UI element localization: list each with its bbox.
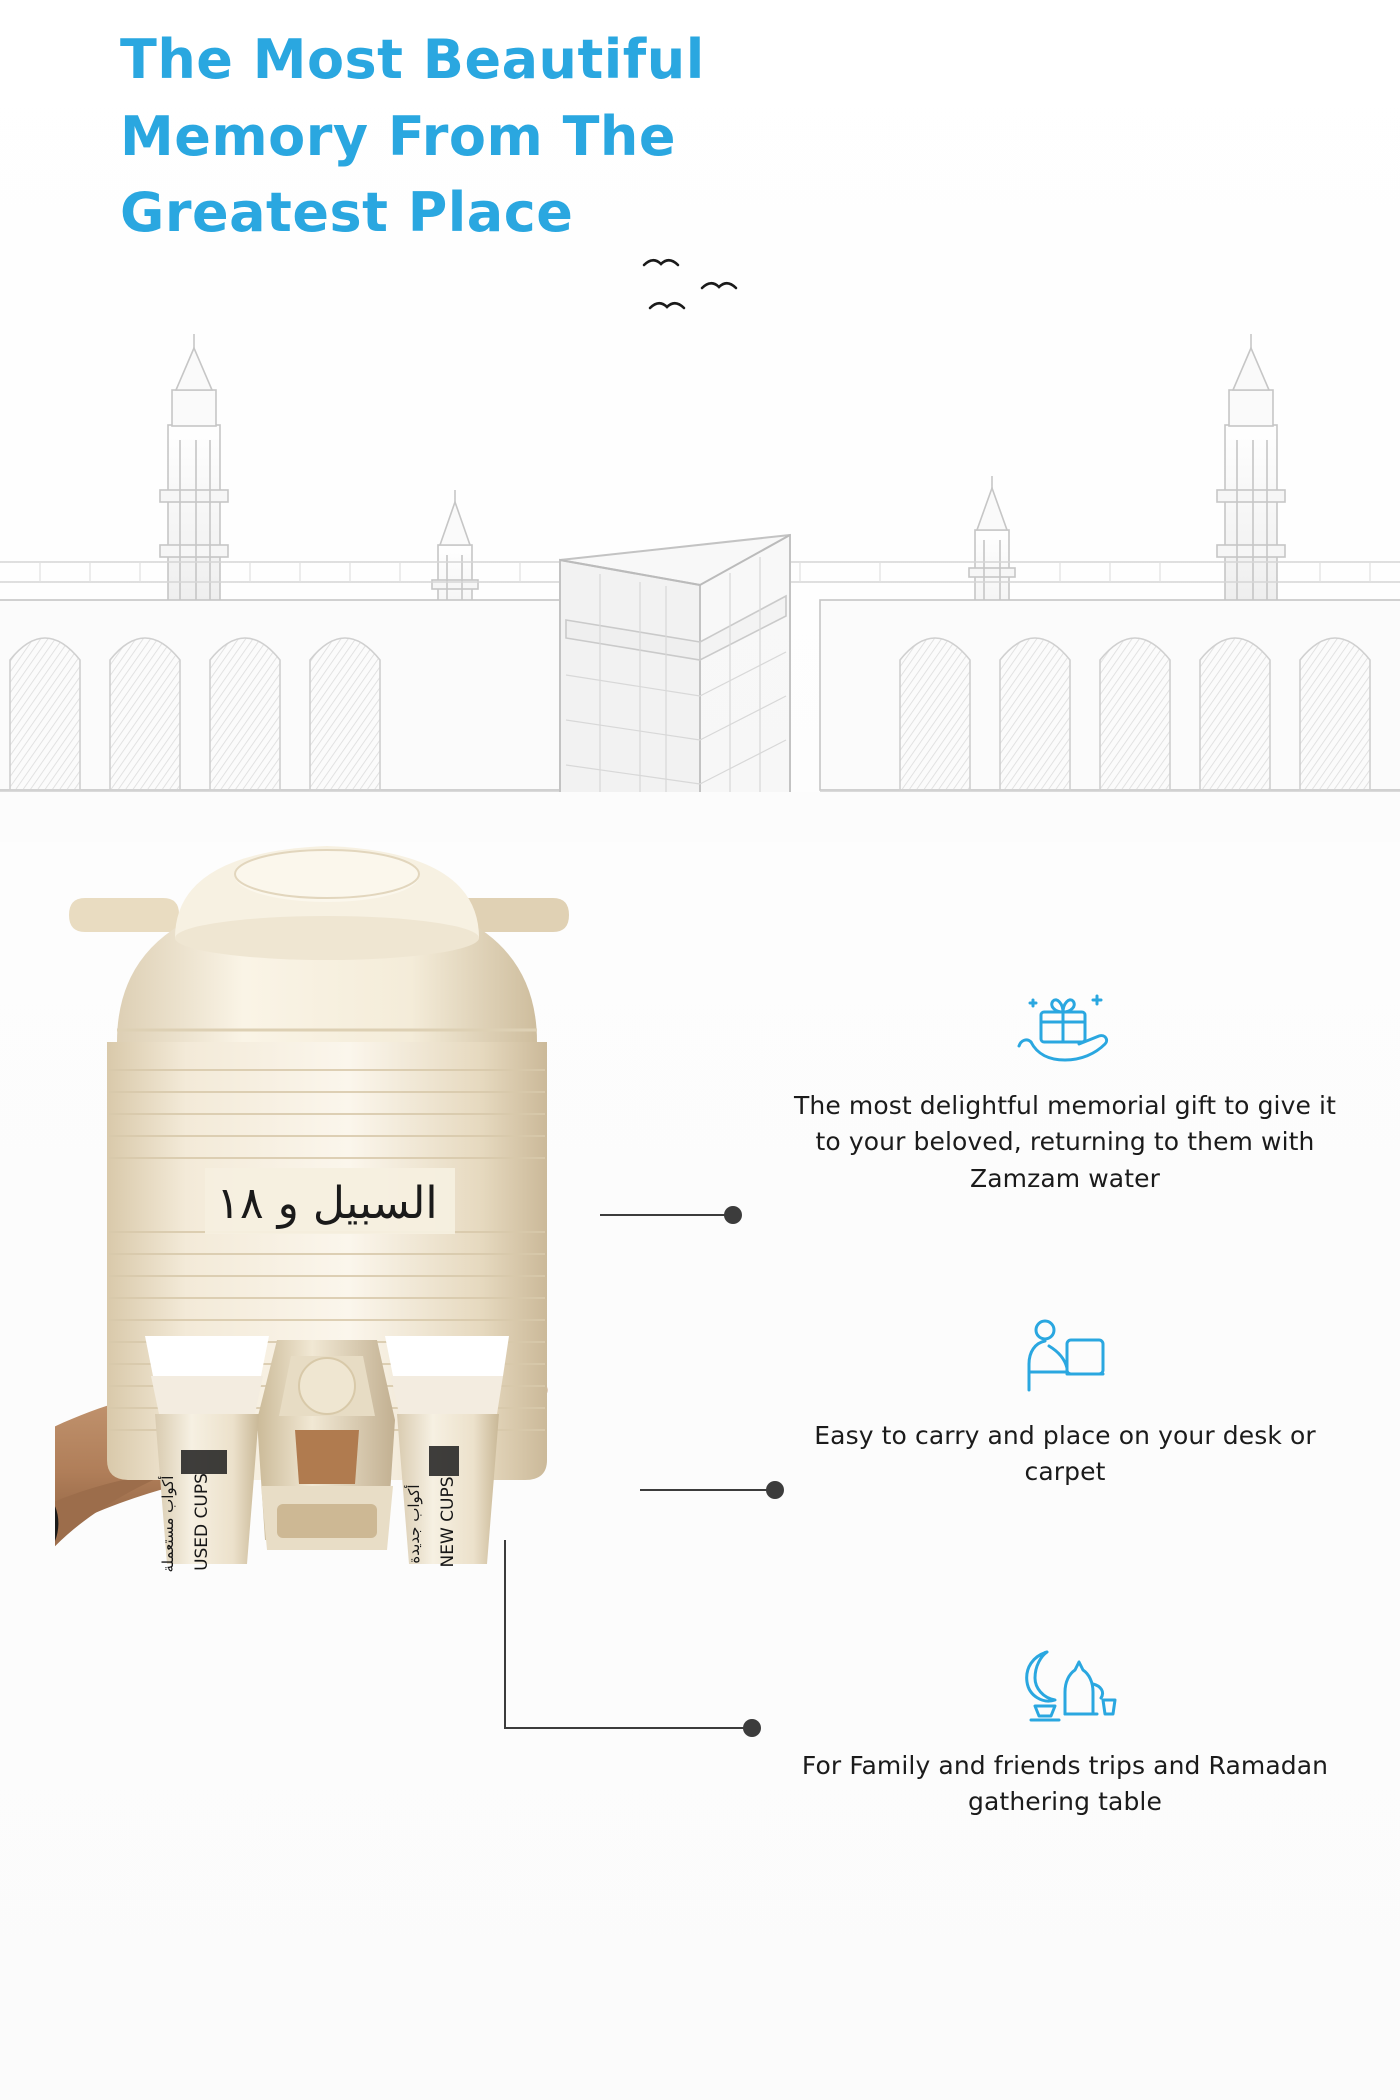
feature-text-carry: Easy to carry and place on your desk or carpet bbox=[814, 1421, 1316, 1487]
feature-item-gathering bbox=[785, 1640, 1345, 1821]
new-cups-label: NEW CUPS bbox=[438, 1476, 458, 1568]
feature-item-carry bbox=[785, 1310, 1345, 1491]
product-photo-zamzam-dispenser bbox=[55, 780, 695, 1710]
feature-text-gift: The most delightful memorial gift to give it to your beloved, returning to them with Zamzam water bbox=[794, 1091, 1336, 1193]
used-cups-label: USED CUPS bbox=[192, 1473, 212, 1571]
product-arabic-label: السبيل و ١٨ bbox=[216, 1178, 438, 1229]
feature-text-gathering: For Family and friends trips and Ramadan gathering table bbox=[801, 1751, 1329, 1817]
coffee-pot-moon-icon bbox=[1005, 1640, 1125, 1732]
headline-line-2: Memory From The bbox=[120, 104, 676, 168]
new-cups-holder bbox=[385, 1336, 509, 1568]
gift-in-hand-icon bbox=[1005, 980, 1125, 1072]
tap-assembly bbox=[257, 1340, 395, 1550]
page-title bbox=[120, 22, 880, 252]
feature-item-gift bbox=[785, 980, 1345, 1197]
used-cups-label-ar: أكواب مستعملة bbox=[159, 1475, 177, 1573]
carry-box-icon bbox=[1005, 1310, 1125, 1402]
dispenser-lid bbox=[117, 846, 537, 1042]
headline-line-3: Greatest Place bbox=[120, 181, 574, 245]
used-cups-holder bbox=[145, 1336, 269, 1572]
new-cups-label-ar: أكواب جديدة bbox=[405, 1484, 423, 1564]
headline-line-1: The Most Beautiful bbox=[120, 28, 705, 91]
